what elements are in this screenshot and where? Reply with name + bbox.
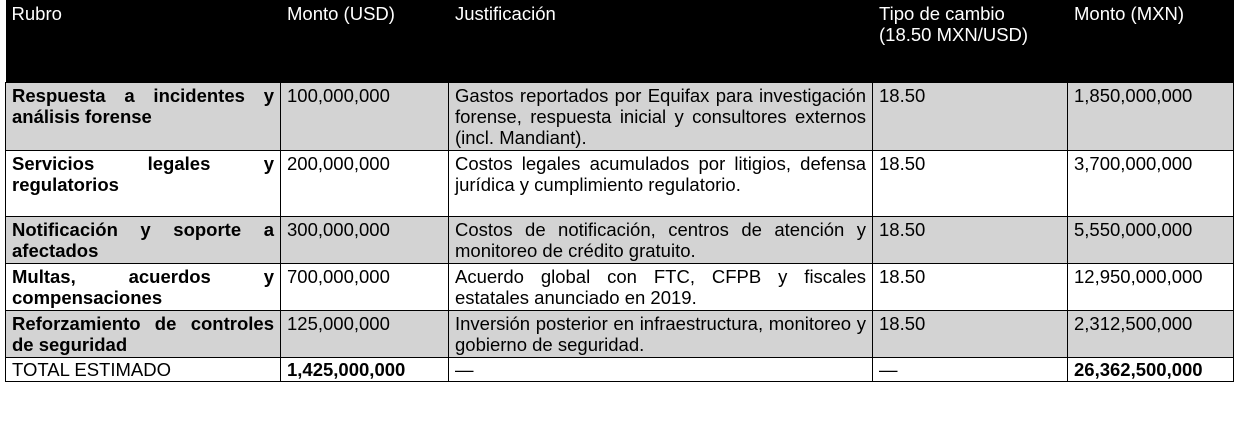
- cell-monto-mxn: 2,312,500,000: [1068, 310, 1234, 357]
- cell-monto-mxn: 12,950,000,000: [1068, 263, 1234, 310]
- cell-rubro: Notificación y soporte a afectados: [6, 216, 281, 263]
- table-row: [6, 216, 1234, 263]
- cell-tipo-cambio: 18.50: [873, 150, 1068, 216]
- table-row: [6, 263, 1234, 310]
- cell-monto-mxn: 3,700,000,000: [1068, 150, 1234, 216]
- header-monto-usd: Monto (USD): [281, 0, 449, 82]
- header-monto-mxn: Monto (MXN): [1068, 0, 1234, 82]
- cell-justificacion: Inversión posterior en infraestructura, monitoreo y gobierno de seguridad.: [449, 310, 873, 357]
- cell-monto-usd: 125,000,000: [281, 310, 449, 357]
- total-label: TOTAL ESTIMADO: [6, 357, 281, 381]
- cell-tipo-cambio: 18.50: [873, 310, 1068, 357]
- header-justificacion: Justificación: [449, 0, 873, 82]
- cell-rubro: Multas, acuerdos y compensaciones: [6, 263, 281, 310]
- cell-justificacion: Costos de notificación, centros de atención y monitoreo de crédito gratuito.: [449, 216, 873, 263]
- cell-monto-usd: 200,000,000: [281, 150, 449, 216]
- table-row: [6, 150, 1234, 216]
- table-row: [6, 82, 1234, 150]
- cell-rubro: Reforzamiento de controles de seguridad: [6, 310, 281, 357]
- cell-monto-mxn: 1,850,000,000: [1068, 82, 1234, 150]
- cell-monto-usd: 300,000,000: [281, 216, 449, 263]
- header-tipo-cambio: Tipo de cambio (18.50 MXN/USD): [873, 0, 1068, 82]
- total-justificacion: —: [449, 357, 873, 381]
- cell-rubro: Servicios legales y regulatorios: [6, 150, 281, 216]
- cell-monto-usd: 100,000,000: [281, 82, 449, 150]
- header-row: [6, 0, 1234, 82]
- cell-monto-usd: 700,000,000: [281, 263, 449, 310]
- cell-tipo-cambio: 18.50: [873, 216, 1068, 263]
- total-row: [6, 357, 1234, 381]
- cell-monto-mxn: 5,550,000,000: [1068, 216, 1234, 263]
- cell-rubro: Respuesta a incidentes y análisis forense: [6, 82, 281, 150]
- total-monto-mxn: 26,362,500,000: [1068, 357, 1234, 381]
- total-tipo-cambio: —: [873, 357, 1068, 381]
- total-monto-usd: 1,425,000,000: [281, 357, 449, 381]
- cell-justificacion: Acuerdo global con FTC, CFPB y fiscales estatales anunciado en 2019.: [449, 263, 873, 310]
- cell-tipo-cambio: 18.50: [873, 82, 1068, 150]
- cost-table: [5, 0, 1234, 382]
- cell-tipo-cambio: 18.50: [873, 263, 1068, 310]
- table-row: [6, 310, 1234, 357]
- cell-justificacion: Costos legales acumulados por litigios, defensa jurídica y cumplimiento regulatorio.: [449, 150, 873, 216]
- header-rubro: Rubro: [6, 0, 281, 82]
- cell-justificacion: Gastos reportados por Equifax para investigación forense, respuesta inicial y consultores externos (incl. Mandiant).: [449, 82, 873, 150]
